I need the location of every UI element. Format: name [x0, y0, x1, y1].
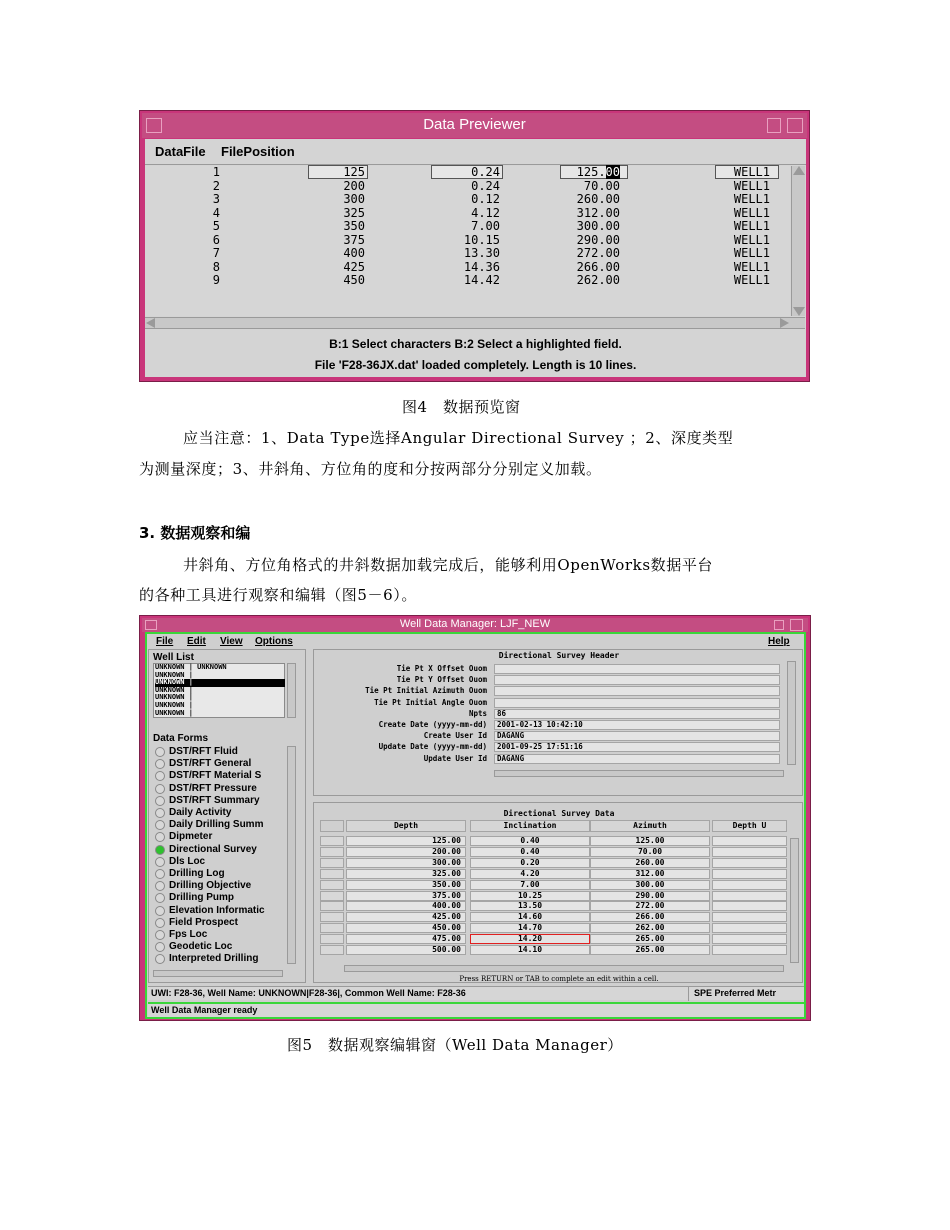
menu-options[interactable]: Options	[255, 636, 293, 647]
data-form-item[interactable]	[153, 856, 285, 868]
data-forms-scrollbar[interactable]	[287, 746, 296, 964]
data-form-item[interactable]	[153, 807, 285, 819]
well-list[interactable]	[153, 663, 285, 718]
grid-cell[interactable]: 290.00	[590, 891, 710, 901]
grid-cell[interactable]: 10.25	[470, 891, 590, 901]
grid-cell[interactable]: 312.00	[590, 869, 710, 879]
paragraph1-line2: 为测量深度；3、井斜角、方位角的度和分按两部分分别定义加载。	[139, 460, 602, 478]
row-selector[interactable]	[320, 901, 344, 911]
radio-icon[interactable]	[155, 930, 165, 940]
data-form-item[interactable]	[153, 795, 285, 807]
grid-cell[interactable]: 272.00	[590, 901, 710, 911]
well-list-item[interactable]: UNKNOWN |	[155, 693, 193, 702]
column-header[interactable]: Depth	[346, 820, 466, 832]
data-form-item[interactable]	[153, 746, 285, 758]
header-scrollbar[interactable]	[787, 661, 796, 765]
data-form-label: Dls Loc	[169, 855, 206, 867]
grid-cell[interactable]: 0.40	[470, 836, 590, 846]
row-selector[interactable]	[320, 869, 344, 879]
survey-data-grid[interactable]	[320, 820, 790, 960]
grid-scrollbar[interactable]	[790, 838, 799, 963]
cell-depth: 450	[343, 273, 365, 287]
data-form-label: DST/RFT Material S	[169, 770, 262, 782]
data-previewer-window	[139, 110, 810, 382]
menu-fileposition[interactable]: FilePosition	[221, 144, 295, 159]
data-form-item[interactable]	[153, 819, 285, 831]
file-preview-area[interactable]	[145, 166, 790, 316]
cell-well: WELL1	[733, 246, 770, 260]
scroll-up-icon[interactable]	[793, 166, 805, 175]
well-list-item[interactable]: UNKNOWN |	[155, 708, 193, 717]
title-bar[interactable]	[142, 113, 807, 138]
section-heading: 3. 数据观察和编	[139, 524, 251, 542]
radio-icon[interactable]	[155, 845, 165, 855]
grid-cell[interactable]: 262.00	[590, 923, 710, 933]
grid-cell[interactable]: 500.00	[346, 945, 466, 955]
radio-icon[interactable]	[155, 881, 165, 891]
cell-depth: 200	[343, 178, 365, 193]
menu-file[interactable]: File	[156, 636, 174, 647]
paragraph1-line1: 应当注意：1、Data Type选择Angular Directional Survey ；2、深度类型	[183, 429, 734, 447]
units-selector[interactable]: SPE Preferred Metr	[694, 988, 777, 998]
cell-well: WELL1	[733, 232, 770, 247]
cell-depth: 400	[343, 246, 365, 260]
well-list-item[interactable]: UNKNOWN |	[155, 701, 193, 709]
row-selector[interactable]	[320, 847, 344, 857]
data-form-label: Fps Loc	[169, 929, 208, 940]
title-bar[interactable]	[142, 618, 808, 632]
header-field-label: Create Date (yyyy-mm-dd)	[378, 720, 487, 729]
data-form-label: DST/RFT Summary	[169, 794, 260, 806]
figure4-caption: 图4 数据预览窗	[402, 398, 521, 416]
well-list-item[interactable]: UNKNOWN |	[155, 685, 193, 694]
cell-az: 266.00	[576, 259, 620, 274]
grid-cell[interactable]: 265.00	[590, 945, 710, 955]
cell-az: 312.00	[576, 205, 620, 220]
cell-depth: 375	[343, 232, 365, 247]
cell-well: WELL1	[733, 219, 770, 233]
grid-cell[interactable]: 125.00	[346, 836, 466, 846]
grid-cell-empty[interactable]	[712, 880, 787, 890]
header-field-label: Tie Pt Y Offset Ouom	[396, 675, 487, 685]
header-field-value[interactable]: 86	[494, 709, 780, 719]
cell-n: 1	[212, 165, 220, 179]
grid-cell-empty[interactable]	[712, 923, 787, 933]
radio-icon[interactable]	[155, 918, 165, 928]
data-form-label: Interpreted Drilling	[169, 953, 259, 965]
grid-cell[interactable]: 375.00	[346, 891, 466, 901]
radio-icon[interactable]	[155, 820, 165, 830]
data-form-label: Dipmeter	[169, 831, 213, 843]
radio-icon[interactable]	[155, 832, 165, 842]
survey-header-panel	[313, 649, 803, 796]
grid-hscrollbar[interactable]	[344, 965, 784, 972]
row-selector[interactable]	[320, 836, 344, 846]
cell-incl: 14.36	[463, 259, 500, 274]
maximize-icon[interactable]	[790, 619, 803, 631]
grid-cell[interactable]: 70.00	[590, 847, 710, 857]
grid-cell[interactable]: 7.00	[470, 880, 590, 890]
cell-n: 2	[212, 178, 220, 193]
grid-cell[interactable]: 14.60	[470, 912, 590, 922]
data-form-item[interactable]	[153, 831, 285, 843]
cell-az: 70.00	[583, 178, 620, 193]
cell-az: 262.00	[576, 273, 620, 287]
column-header[interactable]: Azimuth	[590, 820, 710, 832]
row-selector[interactable]	[320, 945, 344, 955]
data-form-label: Drilling Pump	[169, 892, 234, 904]
header-hscrollbar[interactable]	[494, 770, 784, 777]
window-title: Data Previewer	[423, 116, 526, 133]
grid-cell[interactable]: 475.00	[346, 934, 466, 944]
grid-cell[interactable]: 400.00	[346, 901, 466, 911]
minimize-icon[interactable]	[767, 118, 781, 133]
radio-icon[interactable]	[155, 784, 165, 794]
data-form-label: Geodetic Loc	[169, 941, 233, 953]
cell-incl: 10.15	[463, 232, 500, 247]
data-form-label: Drilling Objective	[169, 880, 252, 892]
cell-n: 3	[212, 192, 220, 206]
radio-icon[interactable]	[155, 747, 165, 757]
grid-cell-empty[interactable]	[712, 901, 787, 911]
menu-help[interactable]: Help	[768, 636, 790, 647]
previewer-client	[145, 139, 806, 377]
data-form-item[interactable]	[153, 783, 285, 795]
grid-cell[interactable]: 125.00	[590, 836, 710, 846]
edit-hint-line1: Press RETURN or TAB to complete an edit within a cell.	[459, 975, 659, 983]
header-field-value[interactable]	[494, 664, 780, 674]
radio-icon[interactable]	[155, 954, 165, 964]
main-frame	[145, 632, 806, 1019]
header-field-value[interactable]: DAGANG	[494, 754, 780, 764]
edit-hint	[314, 975, 804, 983]
column-header[interactable]: Inclination	[470, 820, 590, 832]
cell-incl: 0.24	[471, 178, 500, 193]
cell-az: 290.00	[576, 232, 620, 247]
data-forms-list	[153, 746, 285, 972]
grid-cell[interactable]: 265.00	[590, 934, 710, 944]
header-field-label: Tie Pt Initial Azimuth Ouom	[365, 686, 487, 696]
row-selector[interactable]	[320, 912, 344, 922]
data-form-label: Daily Drilling Summ	[169, 819, 264, 831]
window-title: Well Data Manager: LJF_NEW	[399, 618, 551, 630]
cell-depth: 125	[343, 165, 365, 179]
radio-icon[interactable]	[155, 808, 165, 818]
well-list-item[interactable]: UNKNOWN |	[155, 679, 285, 687]
left-pane	[148, 649, 306, 983]
radio-icon[interactable]	[155, 942, 165, 952]
data-form-item[interactable]	[153, 941, 285, 953]
cell-well: WELL1	[733, 165, 770, 179]
grid-cell[interactable]: 0.20	[470, 858, 590, 868]
data-form-label: Elevation Informatic	[169, 904, 265, 916]
header-field-label: Update Date (yyyy-mm-dd)	[378, 742, 487, 752]
row-selector[interactable]	[320, 891, 344, 901]
cell-az: 272.00	[576, 246, 620, 260]
grid-cell[interactable]: 200.00	[346, 847, 466, 857]
data-form-label: DST/RFT Fluid	[169, 746, 238, 757]
grid-cell-empty[interactable]	[712, 945, 787, 955]
column-header[interactable]: Depth U	[712, 820, 787, 832]
cell-depth: 300	[343, 192, 365, 206]
cell-az: 125.00	[576, 165, 620, 179]
cell-incl: 0.24	[471, 165, 500, 179]
figure5-caption: 图5 数据观察编辑窗（Well Data Manager）	[287, 1036, 623, 1054]
cell-depth: 350	[343, 219, 365, 233]
scroll-down-icon[interactable]	[793, 307, 805, 316]
grid-cell[interactable]: 13.50	[470, 901, 590, 911]
data-form-item[interactable]	[153, 844, 285, 856]
well-list-item[interactable]: UNKNOWN | UNKNOWN	[155, 663, 227, 671]
cell-n: 5	[212, 219, 220, 233]
cell-well: WELL1	[733, 192, 770, 206]
highlighted-chars: 00	[605, 165, 620, 179]
radio-icon[interactable]	[155, 893, 165, 903]
grid-cell[interactable]: 325.00	[346, 869, 466, 879]
header-field-label: Update User Id	[423, 753, 487, 763]
data-form-item[interactable]	[153, 770, 285, 782]
header-field-label: Tie Pt X Offset Ouom	[396, 664, 487, 673]
data-form-label: Drilling Log	[169, 868, 225, 879]
grid-cell-empty[interactable]	[712, 858, 787, 868]
data-form-label: Daily Activity	[169, 807, 232, 818]
status-message: File 'F28-36JX.dat' loaded completely. Length is 10 lines.	[314, 358, 637, 372]
cell-n: 8	[212, 259, 220, 274]
paragraph2-line2: 的各种工具进行观察和编辑（图5－6）。	[139, 586, 417, 604]
cell-n: 9	[212, 273, 220, 287]
header-field-label: Npts	[468, 708, 487, 718]
status-hint: B:1 Select characters B:2 Select a highlighted field.	[329, 337, 622, 351]
cell-depth: 325	[343, 205, 365, 220]
grid-cell[interactable]: 300.00	[346, 858, 466, 868]
cell-n: 6	[212, 232, 220, 247]
grid-cell-empty[interactable]	[712, 912, 787, 922]
radio-icon[interactable]	[155, 759, 165, 769]
survey-data-title: Directional Survey Data	[503, 809, 615, 818]
menu-edit[interactable]: Edit	[187, 636, 206, 647]
header-field-value[interactable]	[494, 675, 780, 685]
cell-az: 260.00	[576, 192, 620, 206]
cell-well: WELL1	[733, 273, 770, 287]
data-form-item[interactable]	[153, 953, 285, 965]
data-forms-label: Data Forms	[153, 733, 209, 744]
grid-cell-empty[interactable]	[712, 934, 787, 944]
radio-icon[interactable]	[155, 771, 165, 781]
row-selector[interactable]	[320, 858, 344, 868]
grid-corner	[320, 820, 344, 832]
grid-cell[interactable]: 14.10	[470, 945, 590, 955]
grid-cell-empty[interactable]	[712, 847, 787, 857]
cell-az: 300.00	[576, 219, 620, 233]
header-field-label: Create User Id	[423, 731, 487, 741]
radio-icon[interactable]	[155, 796, 165, 806]
data-forms-hscrollbar[interactable]	[153, 970, 283, 977]
header-field-value[interactable]: 2001-09-25 17:51:16	[494, 742, 780, 752]
grid-cell-empty[interactable]	[712, 836, 787, 846]
vertical-scrollbar[interactable]	[791, 166, 805, 316]
horizontal-scrollbar[interactable]	[145, 317, 805, 329]
grid-cell[interactable]: 350.00	[346, 880, 466, 890]
row-selector[interactable]	[320, 923, 344, 933]
minimize-icon[interactable]	[774, 620, 784, 630]
data-form-label: Directional Survey	[169, 843, 257, 855]
menu-datafile[interactable]: DataFile	[155, 144, 206, 159]
radio-icon[interactable]	[155, 906, 165, 916]
grid-cell[interactable]: 0.40	[470, 847, 590, 857]
cell-depth: 425	[343, 259, 365, 274]
row-selector[interactable]	[320, 880, 344, 890]
grid-cell-empty[interactable]	[712, 869, 787, 879]
header-field-value[interactable]: DAGANG	[494, 731, 780, 741]
grid-cell[interactable]: 450.00	[346, 923, 466, 933]
data-form-label: DST/RFT General	[169, 758, 252, 770]
scroll-right-icon[interactable]	[780, 318, 789, 328]
cell-incl: 14.42	[463, 273, 500, 287]
cell-well: WELL1	[733, 205, 770, 220]
cell-incl: 4.12	[471, 205, 500, 220]
cell-incl: 0.12	[471, 192, 500, 206]
menu-view[interactable]: View	[220, 636, 243, 647]
well-list-item[interactable]: UNKNOWN |	[155, 670, 193, 679]
cell-incl: 7.00	[471, 219, 500, 233]
cell-incl: 13.30	[463, 246, 500, 260]
scroll-left-icon[interactable]	[146, 318, 155, 328]
grid-cell[interactable]: 14.20	[470, 934, 590, 944]
survey-data-panel	[313, 802, 803, 983]
paragraph2-line1: 井斜角、方位角格式的井斜数据加载完成后，能够利用OpenWorks数据平台	[183, 556, 714, 574]
cell-well: WELL1	[733, 259, 770, 274]
data-form-label: Field Prospect	[169, 916, 238, 928]
header-field-value[interactable]: 2001-02-13 10:42:10	[494, 720, 780, 730]
grid-cell[interactable]: 266.00	[590, 912, 710, 922]
row-selector[interactable]	[320, 934, 344, 944]
grid-cell[interactable]: 14.70	[470, 923, 590, 933]
well-list-label: Well List	[153, 652, 194, 663]
well-info-bar	[148, 986, 804, 1000]
header-field-value[interactable]	[494, 698, 780, 708]
header-field-value[interactable]	[494, 686, 780, 696]
grid-cell-empty[interactable]	[712, 891, 787, 901]
data-form-item[interactable]	[153, 758, 285, 770]
cell-n: 7	[212, 246, 220, 260]
grid-cell[interactable]: 4.20	[470, 869, 590, 879]
data-form-item[interactable]	[153, 917, 285, 929]
status-bar	[148, 1002, 804, 1017]
header-field-label: Tie Pt Initial Angle Ouom	[374, 697, 487, 707]
data-form-item[interactable]	[153, 880, 285, 892]
data-form-label: DST/RFT Pressure	[169, 782, 257, 794]
grid-cell[interactable]: 300.00	[590, 880, 710, 890]
cell-n: 4	[212, 205, 220, 220]
cell-well: WELL1	[733, 178, 770, 193]
well-data-manager-window	[139, 615, 811, 1021]
well-list-scrollbar[interactable]	[287, 663, 296, 718]
uwi-info: UWI: F28-36, Well Name: UNKNOWN|F28-36|, Common Well Name: F28-36	[151, 988, 466, 998]
header-fields	[318, 661, 783, 783]
status-text: Well Data Manager ready	[151, 1005, 258, 1015]
grid-cell[interactable]: 260.00	[590, 858, 710, 868]
menu-bar	[145, 139, 806, 165]
data-form-item[interactable]	[153, 868, 285, 880]
data-form-item[interactable]	[153, 929, 285, 941]
grid-cell[interactable]: 425.00	[346, 912, 466, 922]
survey-header-title: Directional Survey Header	[498, 651, 620, 660]
maximize-icon[interactable]	[787, 118, 803, 133]
data-form-item[interactable]	[153, 905, 285, 917]
radio-icon[interactable]	[155, 869, 165, 879]
data-form-item[interactable]	[153, 892, 285, 904]
radio-icon[interactable]	[155, 857, 165, 867]
